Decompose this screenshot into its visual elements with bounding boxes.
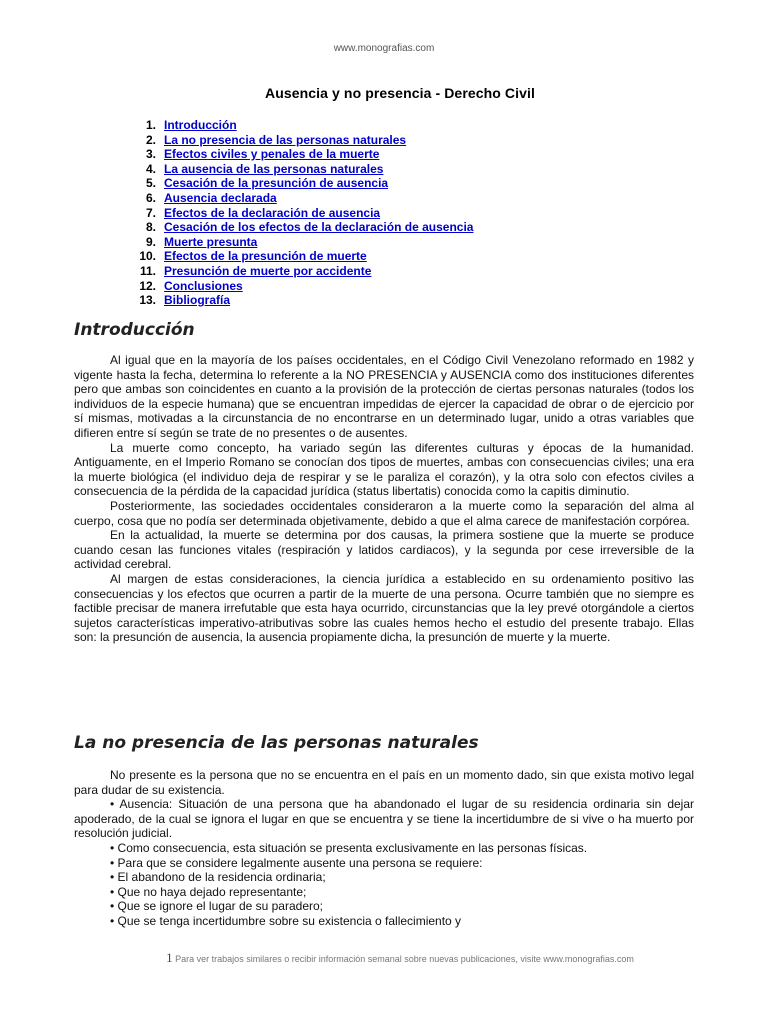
toc-link[interactable]: Cesación de la presunción de ausencia [164,176,389,191]
page-footer [0,950,768,966]
paragraph: • Como consecuencia, esta situación se presenta exclusivamente en las personas físicas. [110,840,588,855]
paragraph: • El abandono de la residencia ordinaria; [110,870,326,885]
toc-number: 11. [139,263,156,278]
toc-number: 9. [145,234,156,249]
toc-item [126,206,473,221]
paragraph: La muerte como concepto, ha variado según las diferentes culturas y épocas de la humanidad. Antiguamente, en el Imperio Romano se conocían dos tipos de muertes, ambas con consecuencias civiles; una era la muerte biológica (el individuo deja de respirar y se le paraliza el corazón), y la otra solo con efectos civiles a consecuencia de la pérdida de la capacidad jurídica (status libertatis) conocida como la capitis diminutio. [74,440,694,499]
footer-text: Para ver trabajos similares o recibir información semanal sobre nuevas publicaciones, visite www.monografias.com [175,954,634,964]
toc-link[interactable]: La ausencia de las personas naturales [164,161,384,176]
toc-link[interactable]: Efectos civiles y penales de la muerte [164,147,380,162]
heading-introduccion: Introducción [74,320,195,340]
toc-number: 1. [145,118,156,132]
toc-number: 5. [145,176,156,191]
page-number: 1 [166,950,173,965]
document-title: Ausencia y no presencia - Derecho Civil [265,85,535,101]
toc-item [126,118,473,133]
intro-body [74,353,694,645]
toc-item [126,264,473,279]
toc-number: 6. [145,190,156,205]
toc-item [126,293,473,308]
heading-no-presencia: La no presencia de las personas naturales [74,733,479,753]
toc-link[interactable]: Conclusiones [164,278,243,293]
paragraph: • Para que se considere legalmente ausente una persona se requiere: [110,855,483,870]
table-of-contents [126,118,473,308]
toc-item [126,191,473,206]
toc-link[interactable]: La no presencia de las personas naturales [164,132,407,147]
paragraph: En la actualidad, la muerte se determina por dos causas, la primera sostiene que la muerte se produce cuando cesan las funciones vitales (respiración y latidos cardiacos), y la segunda por cese irreversible de la actividad cerebral. [74,528,694,572]
paragraph: • Ausencia: Situación de una persona que ha abandonado el lugar de su residencia ordinaria sin dejar apoderado, de la cual se ignora el lugar en que se encuentra y se tiene la incertidumbre de si vive o ha muerto por resolución judicial. [74,797,694,841]
paragraph: Al igual que en la mayoría de los países occidentales, en el Código Civil Venezolano reformado en 1982 y vigente hasta la fecha, determina lo referente a la NO PRESENCIA y AUSENCIA como dos instituciones diferentes pero que ambas son coincidentes en cuanto a la provisión de la protección de ciertas personas naturales (todos los individuos de la especie humana) que se encuentran impedidas de ejercer la capacidad de obrar o de ejercicio por sí mismas, motivadas a la circunstancia de no encontrarse en un determinado lugar, unido a otras variables que difieren entre sí según se trate de no presentes o de ausentes. [74,353,694,440]
toc-item [126,220,473,235]
toc-link[interactable]: Efectos de la declaración de ausencia [164,205,381,220]
toc-item [126,147,473,162]
toc-link[interactable]: Bibliografía [164,293,231,308]
toc-item [126,162,473,177]
paragraph: No presente es la persona que no se encuentra en el país en un momento dado, sin que exista motivo legal para dudar de su existencia. [74,768,694,797]
toc-number: 2. [145,132,156,147]
toc-number: 8. [145,220,156,235]
toc-number: 10. [139,249,156,264]
toc-item [126,249,473,264]
toc-number: 3. [145,147,156,162]
paragraph: • Que se ignore el lugar de su paradero; [110,899,323,914]
toc-item [126,279,473,294]
toc-item [126,176,473,191]
toc-number: 13. [139,293,156,308]
toc-item [126,235,473,250]
paragraph: • Que no haya dejado representante; [110,884,307,899]
paragraph: • Que se tenga incertidumbre sobre su existencia o fallecimiento y [110,913,462,928]
toc-link[interactable]: Introducción [164,118,237,132]
toc-number: 4. [145,161,156,176]
site-header: www.monografias.com [333,43,435,54]
toc-link[interactable]: Cesación de los efectos de la declaración de ausencia [164,220,474,235]
toc-item [126,133,473,148]
toc-number: 7. [145,205,156,220]
toc-link[interactable]: Efectos de la presunción de muerte [164,249,367,264]
paragraph: Al margen de estas consideraciones, la ciencia jurídica a establecido en su ordenamiento positivo las consecuencias y los efectos que ocurren a partir de la muerte de una persona. Ocurre también que no siempre es factible precisar de manera irrefutable que esta haya ocurrido, circunstancias que la ley prevé otorgándole a ciertos sujetos características imperativo-atributivas sobre las cuales hemos hecho el estudio del presente trabajo. Ellas son: la presunción de ausencia, la ausencia propiamente dicha, la presunción de muerte y la muerte. [74,571,694,645]
no-presencia-body [74,768,694,929]
toc-number: 12. [139,278,156,293]
paragraph: Posteriormente, las sociedades occidentales consideraron a la muerte como la separación del alma al cuerpo, cosa que no podía ser determinada objetivamente, debido a que el alma carece de manifestación corpórea. [74,498,694,528]
toc-link[interactable]: Muerte presunta [164,234,258,249]
toc-link[interactable]: Ausencia declarada [164,190,277,205]
toc-link[interactable]: Presunción de muerte por accidente [164,263,372,278]
